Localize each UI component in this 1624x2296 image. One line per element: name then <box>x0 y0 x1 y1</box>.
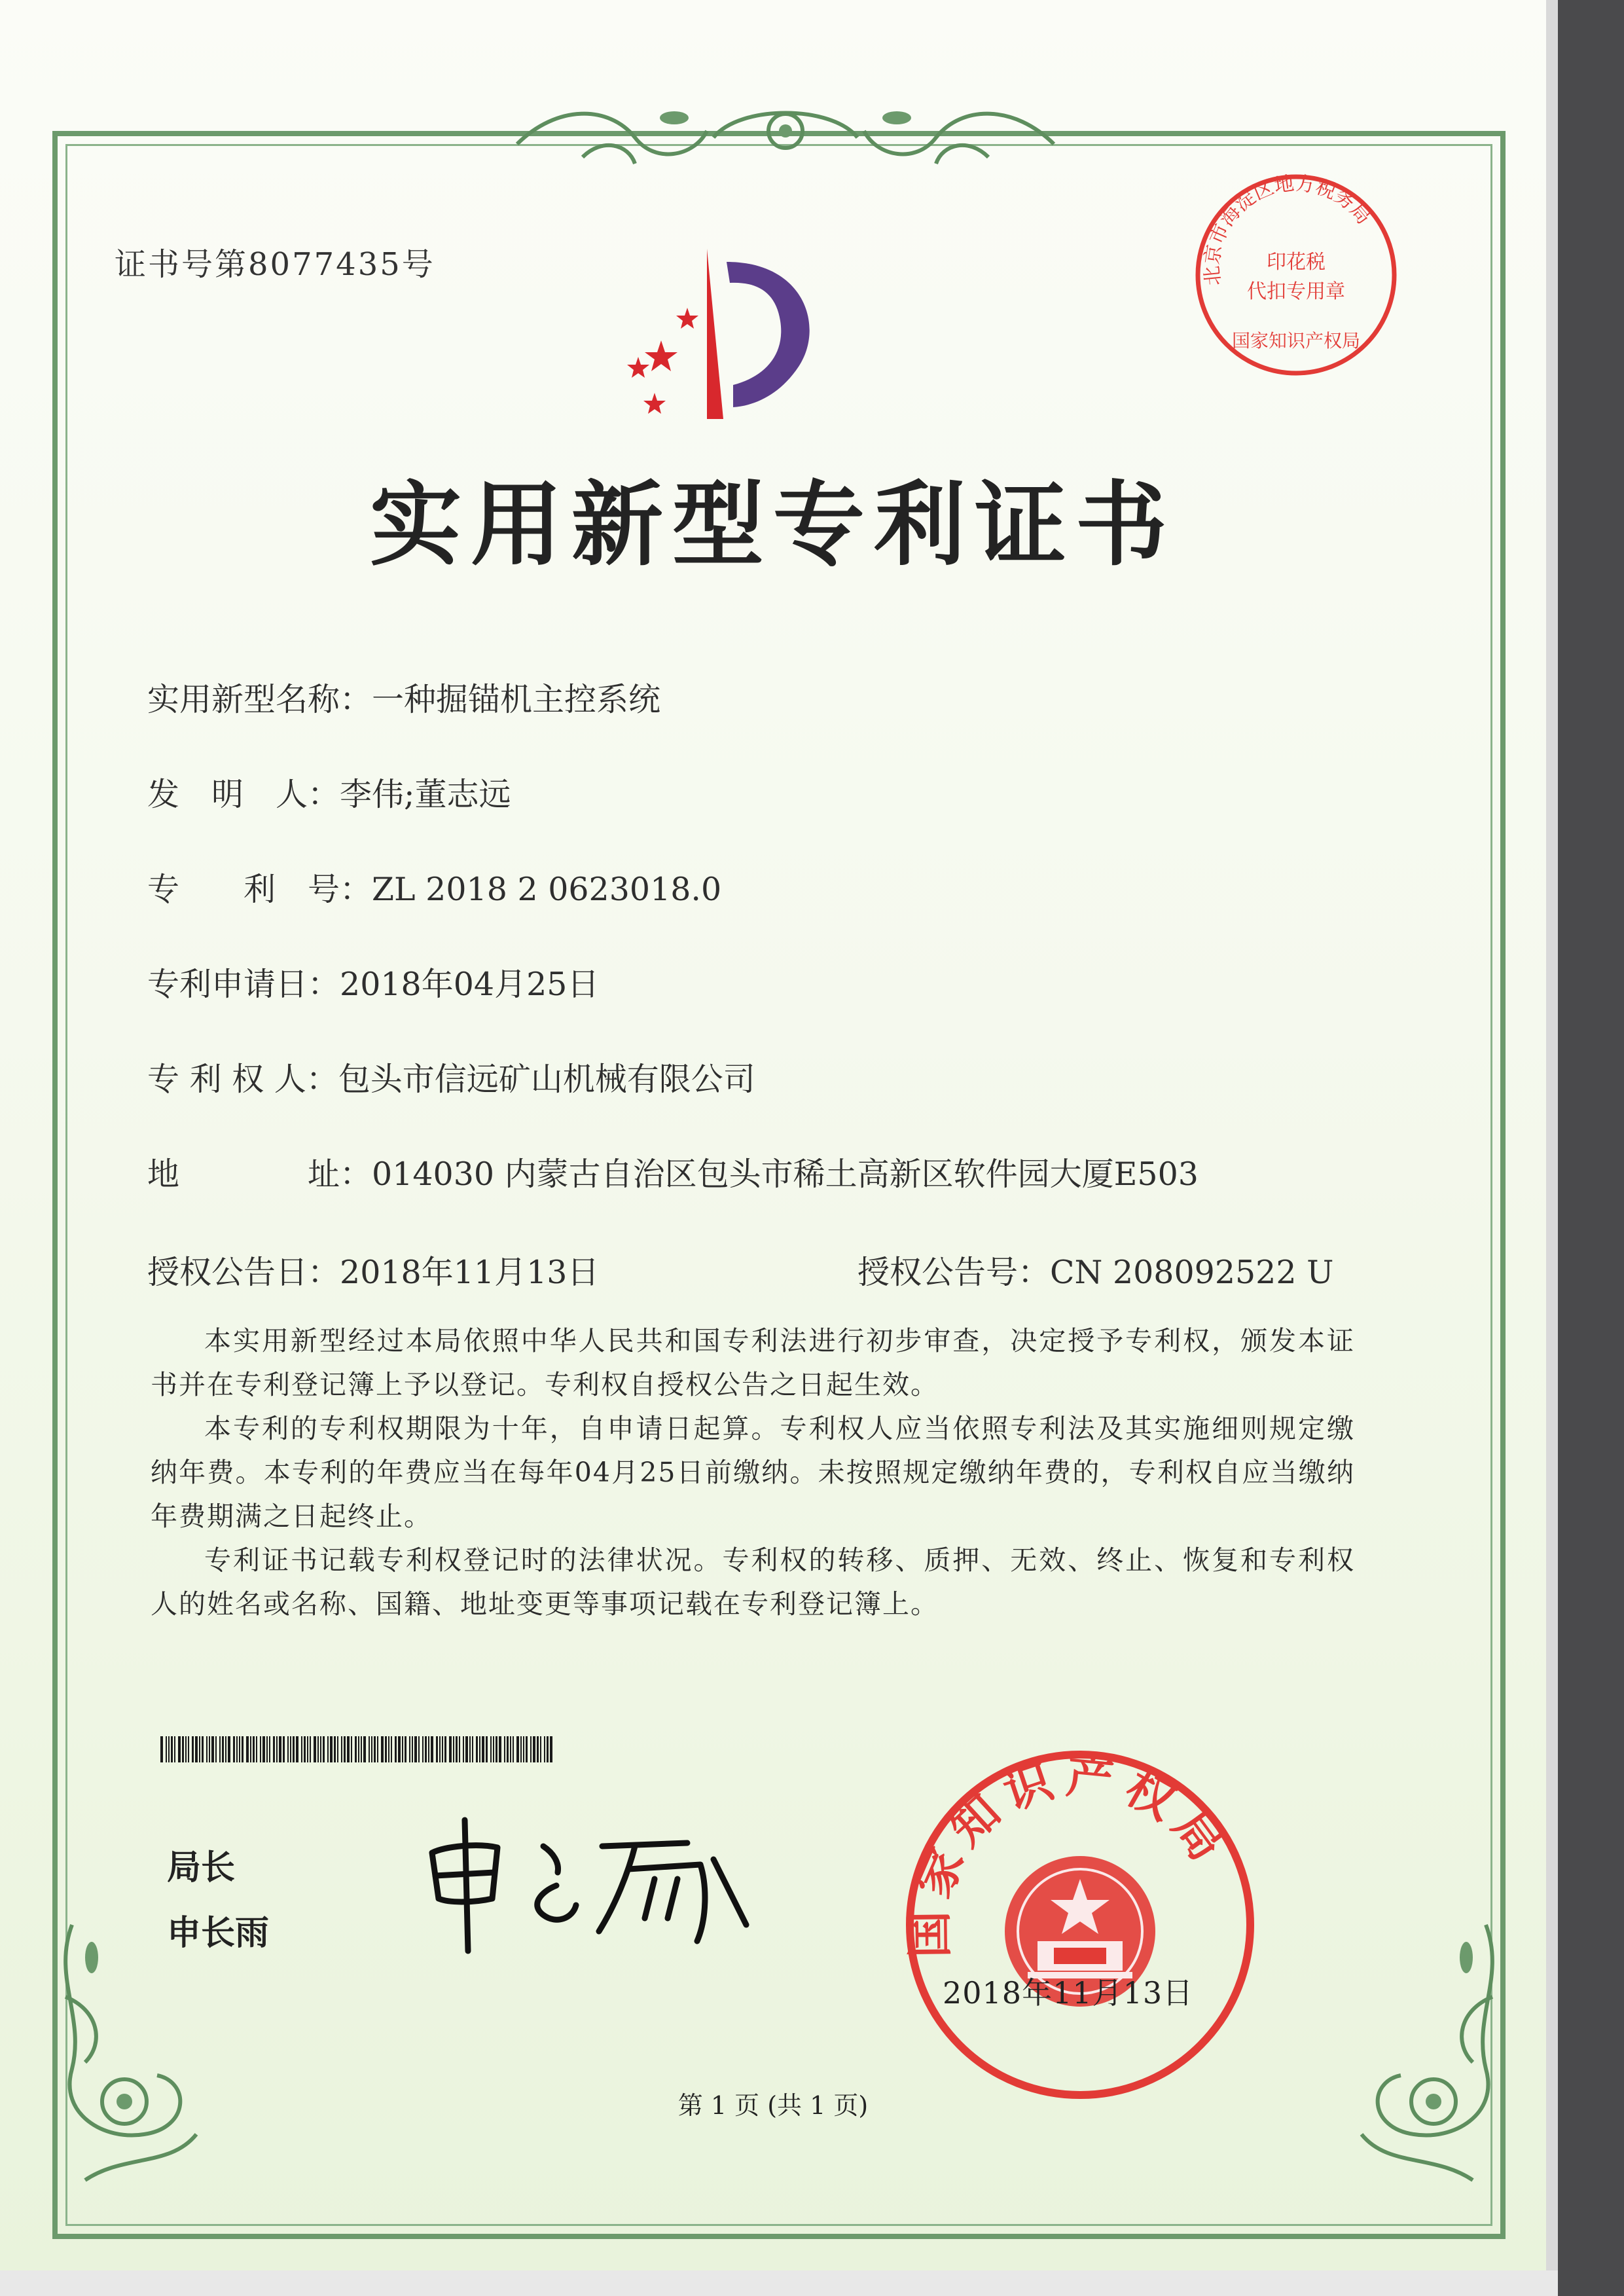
scan-edge-bottom <box>0 2270 1558 2296</box>
cnipa-logo-icon <box>609 242 871 439</box>
field-inventor-value: 李伟;董志远 <box>340 776 511 813</box>
tax-stamp-line1: 印花税 <box>1267 251 1326 274</box>
field-filing-date <box>147 959 599 1005</box>
field-patentee-label: 专 利 权 人： <box>147 1061 338 1098</box>
official-seal <box>897 1741 1263 2108</box>
field-address-value: 014030 内蒙古自治区包头市稀土高新区软件园大厦E503 <box>372 1156 1199 1193</box>
legal-paragraph-2: 本专利的专利权期限为十年，自申请日起算。专利权人应当依照专利法及其实施细则规定缴纳年费。本专利的年费应当在每年04月25日前缴纳。未按照规定缴纳年费的，专利权自应当缴纳年费期满之日起终止。 <box>151 1413 1355 1532</box>
director-title: 局长 <box>167 1848 236 1887</box>
top-ornament <box>504 92 1067 177</box>
field-name-label: 实用新型名称： <box>147 681 372 718</box>
scan-edge-dark <box>1558 0 1624 2296</box>
field-filing-date-label: 专利申请日： <box>147 966 340 1003</box>
field-patent-no <box>147 864 721 910</box>
field-filing-date-value: 2018年04月25日 <box>340 966 600 1003</box>
field-address-label: 地 址： <box>147 1156 372 1193</box>
field-address <box>147 1149 1199 1195</box>
field-grant-date-value: 2018年11月13日 <box>340 1254 600 1291</box>
seal-ring-text: 国家知识产权局 <box>901 1747 1241 1959</box>
field-name-value: 一种掘锚机主控系统 <box>372 681 661 718</box>
left-corner-ornament <box>46 1918 229 2193</box>
tax-stamp <box>1191 170 1401 380</box>
director-name: 申长雨 <box>167 1914 270 1953</box>
tax-stamp-ring-text: 北京市海淀区地方税务局 <box>1200 172 1375 287</box>
field-patent-no-value: ZL 2018 2 0623018.0 <box>372 871 722 908</box>
field-grant-no-label: 授权公告号： <box>857 1254 1051 1291</box>
field-patent-no-label: 专 利 号： <box>147 871 372 908</box>
field-patentee <box>147 1054 755 1100</box>
right-corner-ornament <box>1329 1918 1512 2193</box>
legal-text <box>151 1319 1355 1626</box>
field-grant-date-label: 授权公告日： <box>147 1254 340 1291</box>
field-name <box>147 674 660 720</box>
barcode <box>160 1736 553 1762</box>
page-footer: 第 1 页 (共 1 页) <box>677 2091 869 2120</box>
certificate-number: 证书号第8077435号 <box>115 246 435 283</box>
page-title: 实用新型专利证书 <box>369 471 1176 579</box>
seal-date: 2018年11月13日 <box>943 1975 1194 2011</box>
tax-stamp-line2: 代扣专用章 <box>1247 280 1345 303</box>
field-inventor-label: 发 明 人： <box>147 776 340 813</box>
field-inventor <box>147 769 511 815</box>
tax-stamp-bottom: 国家知识产权局 <box>1231 330 1361 352</box>
director-signature <box>419 1807 759 1958</box>
field-grant-no-value: CN 208092522 U <box>1050 1254 1334 1291</box>
scan-edge-light <box>1546 0 1558 2296</box>
field-patentee-value: 包头市信远矿山机械有限公司 <box>338 1061 755 1098</box>
legal-paragraph-1: 本实用新型经过本局依照中华人民共和国专利法进行初步审查，决定授予专利权，颁发本证书并在专利登记簿上予以登记。专利权自授权公告之日起生效。 <box>151 1325 1355 1400</box>
field-grant-no <box>857 1247 1333 1293</box>
field-grant-date <box>147 1247 599 1293</box>
legal-paragraph-3: 专利证书记载专利权登记时的法律状况。专利权的转移、质押、无效、终止、恢复和专利权人的姓名或名称、国籍、地址变更等事项记载在专利登记簿上。 <box>151 1544 1355 1620</box>
